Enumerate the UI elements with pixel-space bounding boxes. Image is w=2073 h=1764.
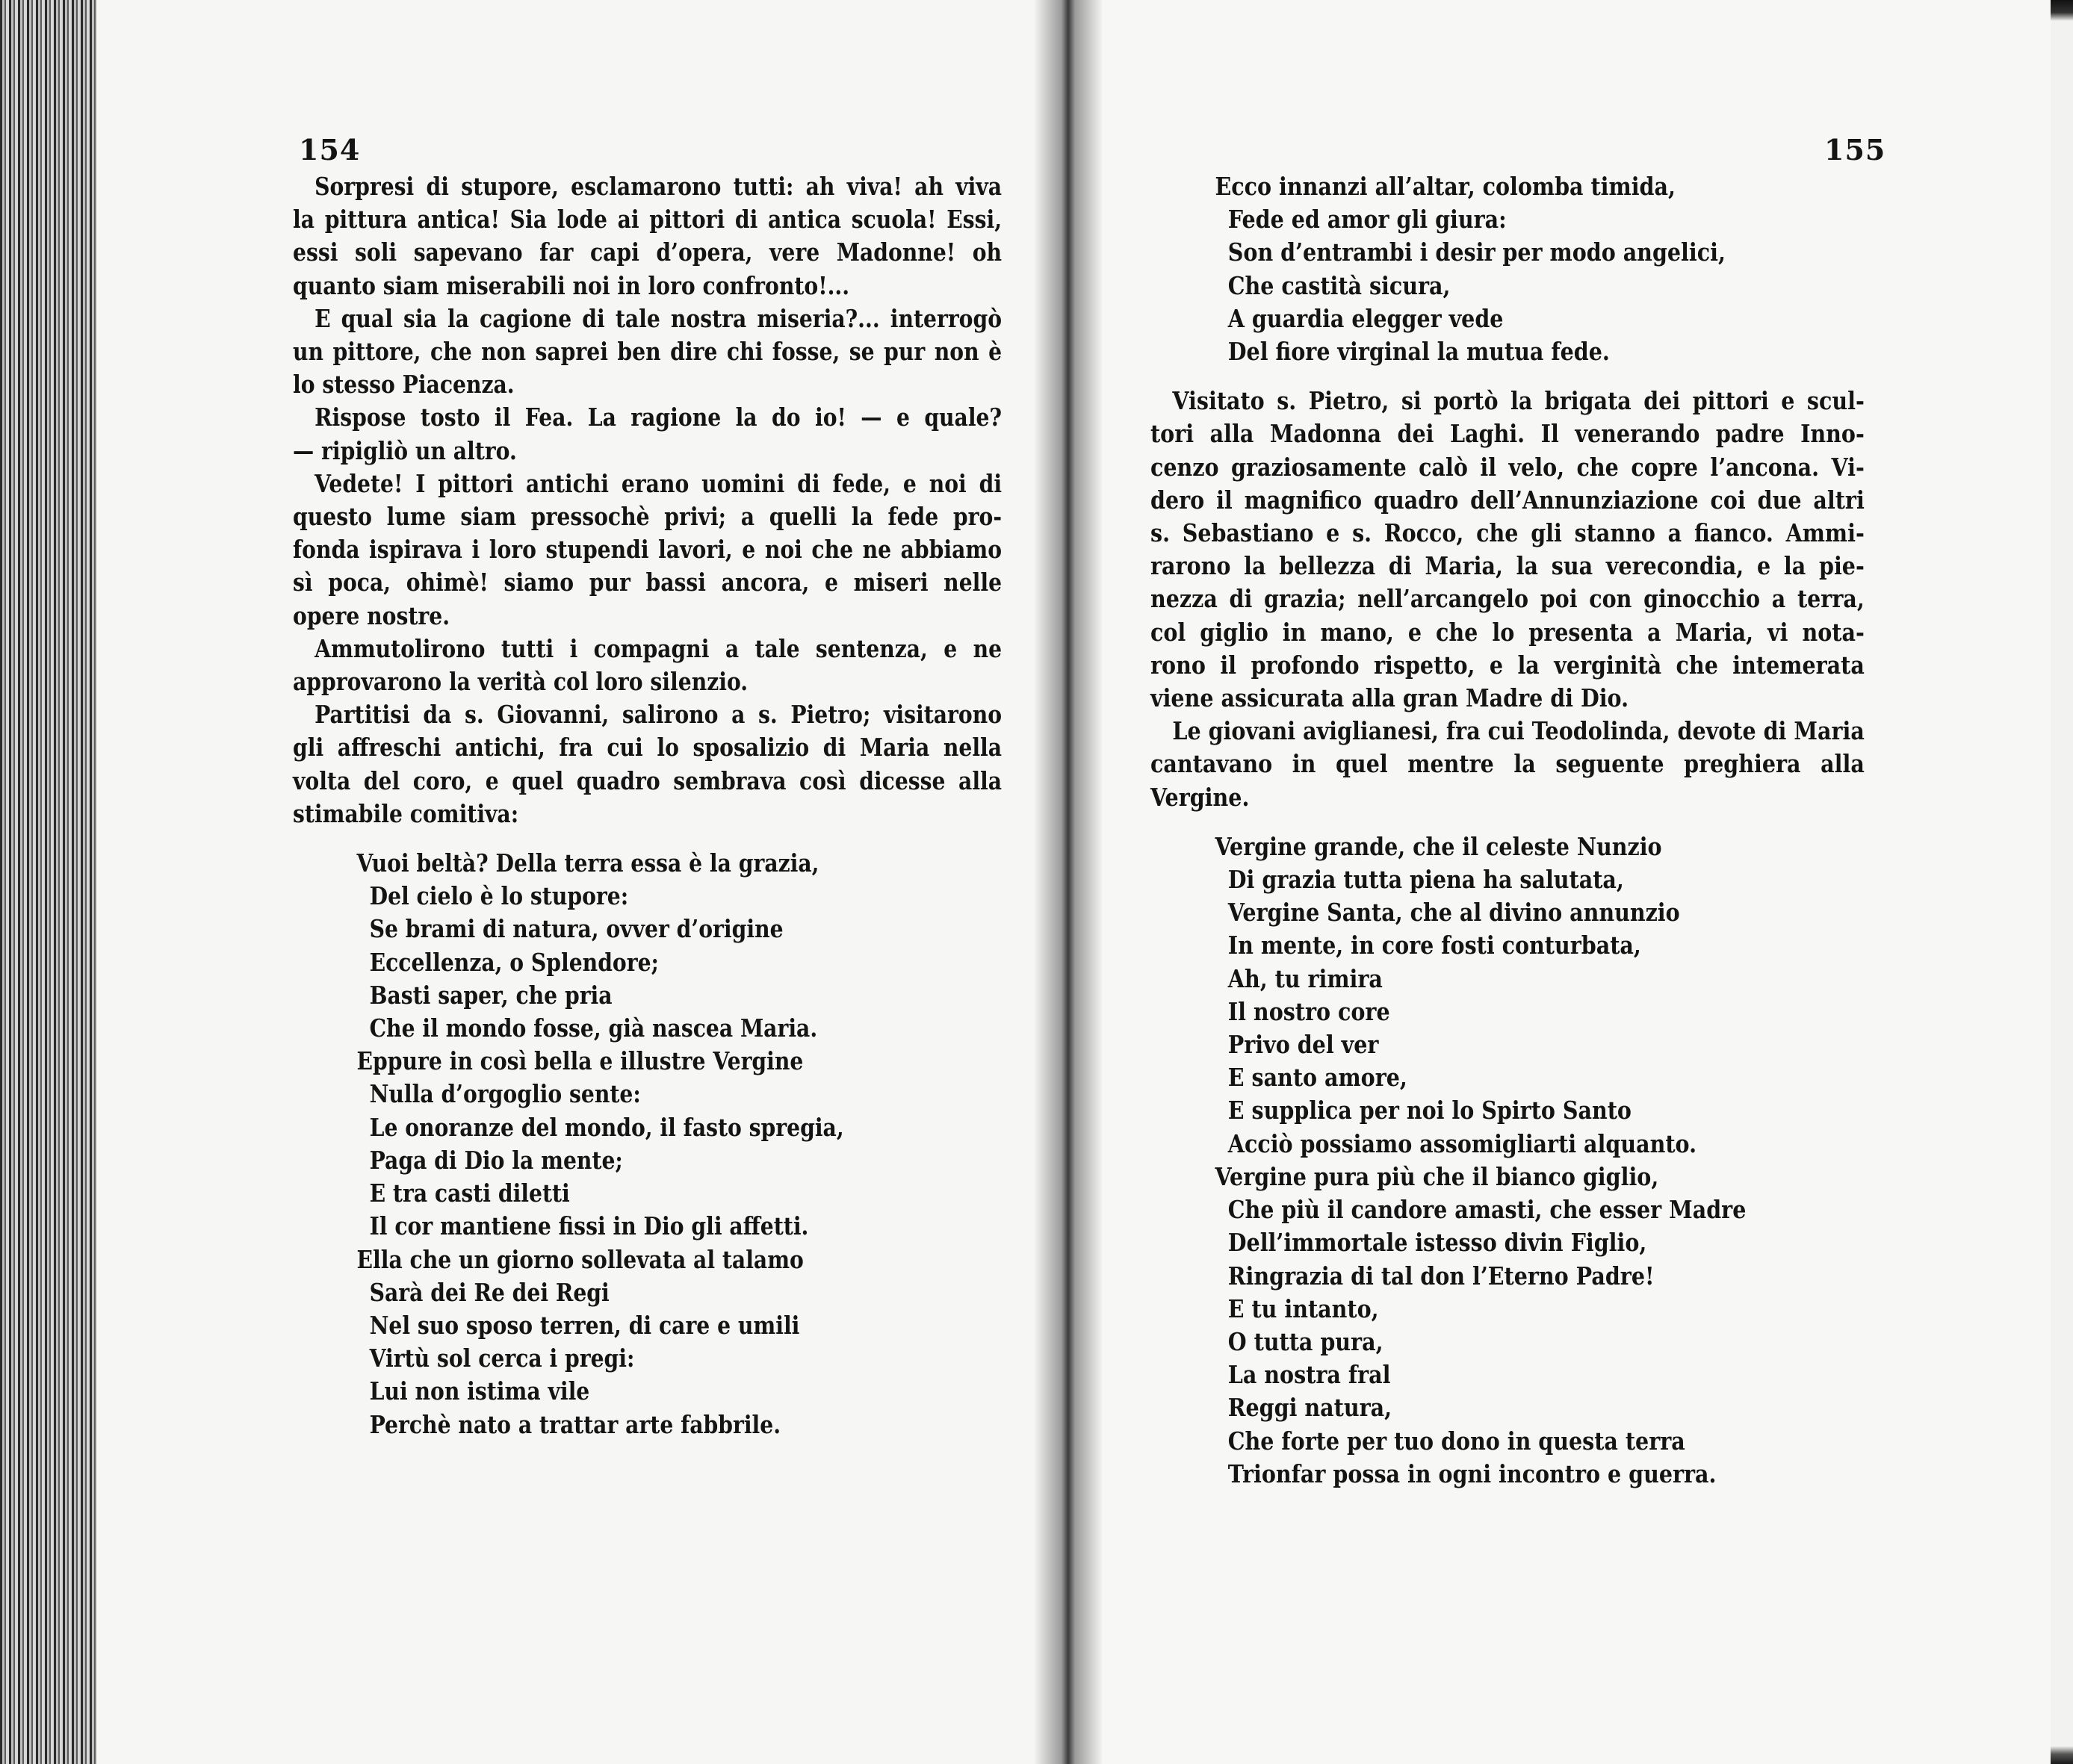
text-line: Sorpresi di stupore, esclamarono tutti: ah viva! ah viva xyxy=(314,172,1003,201)
stanza-gap xyxy=(293,830,1002,847)
verse-line: Nel suo sposo terren, di care e umili xyxy=(369,1310,800,1340)
verse-line: E tra casti diletti xyxy=(369,1178,570,1208)
text-line: un pittore, che non saprei ben dire chi fosse, se pur non è xyxy=(293,337,1003,367)
verse-line: Ringrazia di tal don l’Eterno Padre! xyxy=(1227,1261,1655,1291)
text-line: la pittura antica! Sia lode ai pittori di antica scuola! Essi, xyxy=(293,205,1003,235)
text-line: E qual sia la cagione di tale nostra miseria?... interrogò xyxy=(314,303,1003,333)
verse-line: Acciò possiamo assomigliarti alquanto. xyxy=(1227,1128,1697,1158)
verse-line: Reggi natura, xyxy=(1227,1393,1392,1423)
text-line: nezza di grazia; nell’arcangelo poi con ginocchio a terra, xyxy=(1150,584,1865,614)
verse-line: Le onoranze del mondo, il fasto spregia, xyxy=(369,1112,844,1142)
text-line: sì poca, ohimè! siamo pur bassi ancora, e miseri nelle xyxy=(293,568,1003,597)
text-line: rarono la bellezza di Maria, la sua verecondia, e la pie- xyxy=(1150,551,1865,581)
verse-line: Perchè nato a trattar arte fabbrile. xyxy=(369,1409,781,1439)
verse-line: Nulla d’orgoglio sente: xyxy=(369,1079,641,1109)
verse-line: Lui non istima vile xyxy=(369,1376,590,1406)
verse-line: La nostra fral xyxy=(1227,1360,1391,1390)
text-line: fonda ispirava i loro stupendi lavori, e noi che ne abbiamo xyxy=(293,535,1003,565)
text-line: cantavano in quel mentre la seguente preghiera alla Vergine. xyxy=(1150,749,1865,812)
verse-line: Son d’entrambi i desir per modo angelici, xyxy=(1227,237,1726,267)
verse-line: Ah, tu rimira xyxy=(1227,963,1383,993)
verse-line: O tutta pura, xyxy=(1227,1326,1383,1356)
text-line: Vedete! I pittori antichi erano uomini di fede, e noi di xyxy=(314,468,1003,498)
left-page-text xyxy=(293,170,1002,1441)
verse-line: Del cielo è lo stupore: xyxy=(369,881,629,911)
text-line: dero il magnifico quadro dell’Annunziazione coi due altri xyxy=(1150,485,1865,515)
verse-line: Vuoi beltà? Della terra essa è la grazia, xyxy=(356,848,819,878)
text-line: Visitato s. Pietro, si portò la brigata dei pittori e scul- xyxy=(1172,386,1865,416)
verse-line: Il nostro core xyxy=(1227,996,1390,1026)
verse-line: Paga di Dio la mente; xyxy=(369,1145,623,1175)
verse-line: E tu intanto, xyxy=(1227,1294,1379,1323)
stanza-gap xyxy=(1150,814,1865,830)
verse-line: Ella che un giorno sollevata al talamo xyxy=(356,1244,804,1274)
verse-line: Che forte per tuo dono in questa terra xyxy=(1227,1426,1685,1456)
verse-line: Basti saper, che pria xyxy=(369,980,613,1010)
text-line: cenzo graziosamente calò il velo, che copre l’ancona. Vi- xyxy=(1150,452,1865,482)
verse-line: Il cor mantiene fissi in Dio gli affetti. xyxy=(369,1211,809,1241)
verse-line: Dell’immortale istesso divin Figlio, xyxy=(1227,1228,1647,1258)
verse-line: Che il mondo fosse, già nascea Maria. xyxy=(369,1013,818,1043)
verse-line: Vergine Santa, che al divino annunzio xyxy=(1227,898,1680,928)
book-edge-left xyxy=(0,0,97,1764)
verse-line: Di grazia tutta piena ha salutata, xyxy=(1227,865,1624,895)
verse-line: Fede ed amor gli giura: xyxy=(1227,205,1507,235)
left-page-number: 154 xyxy=(299,133,361,167)
verse-line: Se brami di natura, ovver d’origine xyxy=(369,914,784,944)
verse-line: E santo amore, xyxy=(1227,1063,1407,1093)
text-line: — ripigliò un altro. xyxy=(293,435,517,465)
verse-line: Ecco innanzi all’altar, colomba timida, xyxy=(1215,172,1676,201)
verse-line: Virtù sol cerca i pregi: xyxy=(369,1344,635,1373)
verse-line: Sarà dei Re dei Regi xyxy=(369,1277,610,1307)
text-line: rono il profondo rispetto, e la verginità che intemerata xyxy=(1150,650,1865,680)
text-line: Le giovani aviglianesi, fra cui Teodolinda, devote di Maria xyxy=(1172,716,1865,746)
text-line: approvarono la verità col loro silenzio. xyxy=(293,667,749,697)
text-line: lo stesso Piacenza. xyxy=(293,370,515,400)
right-page-text xyxy=(1150,170,1865,1491)
text-line: gli affreschi antichi, fra cui lo sposalizio di Maria nella xyxy=(293,733,1003,763)
verse-line: Che più il candore amasti, che esser Madre xyxy=(1227,1195,1747,1225)
text-line: s. Sebastiano e s. Rocco, che gli stanno a fianco. Ammi- xyxy=(1150,518,1865,548)
text-line: essi soli sapevano far capi d’opera, vere Madonne! oh xyxy=(293,237,1003,267)
verse-line: Vergine grande, che il celeste Nunzio xyxy=(1215,831,1662,861)
text-line: volta del coro, e quel quadro sembrava così dicesse alla xyxy=(293,765,1003,795)
stanza-gap xyxy=(1150,368,1865,385)
verse-line: Trionfar possa in ogni incontro e guerra. xyxy=(1227,1459,1717,1488)
text-line: stimabile comitiva: xyxy=(293,798,519,828)
verse-line: Del fiore virginal la mutua fede. xyxy=(1227,337,1610,367)
text-line: questo lume siam pressochè privi; a quelli la fede pro- xyxy=(293,502,1003,532)
verse-line: Vergine pura più che il bianco giglio, xyxy=(1215,1161,1659,1191)
verse-line: Che castità sicura, xyxy=(1227,270,1451,300)
verse-line: E supplica per noi lo Spirto Santo xyxy=(1227,1096,1632,1125)
verse-line: In mente, in core fosti conturbata, xyxy=(1227,931,1641,960)
right-page-number: 155 xyxy=(1824,133,1886,167)
text-line: tori alla Madonna dei Laghi. Il venerando padre Inno- xyxy=(1150,419,1865,449)
verse-line: Eppure in così bella e illustre Vergine xyxy=(356,1046,804,1076)
verse-line: A guardia elegger vede xyxy=(1227,303,1504,333)
verse-line: Privo del ver xyxy=(1227,1030,1379,1060)
text-line: viene assicurata alla gran Madre di Dio. xyxy=(1150,683,1629,713)
text-line: Ammutolirono tutti i compagni a tale sentenza, e ne xyxy=(314,633,1003,663)
text-line: col giglio in mano, e che lo presenta a Maria, vi nota- xyxy=(1150,617,1865,647)
book-gutter xyxy=(1035,0,1102,1764)
text-line: opere nostre. xyxy=(293,600,450,630)
text-line: quanto siam miserabili noi in loro confronto!... xyxy=(293,270,850,300)
text-line: Rispose tosto il Fea. La ragione la do io! — e quale? xyxy=(314,403,1003,432)
verse-line: Eccellenza, o Splendore; xyxy=(369,947,659,977)
text-line: Partitisi da s. Giovanni, salirono a s. Pietro; visitarono xyxy=(314,700,1003,730)
